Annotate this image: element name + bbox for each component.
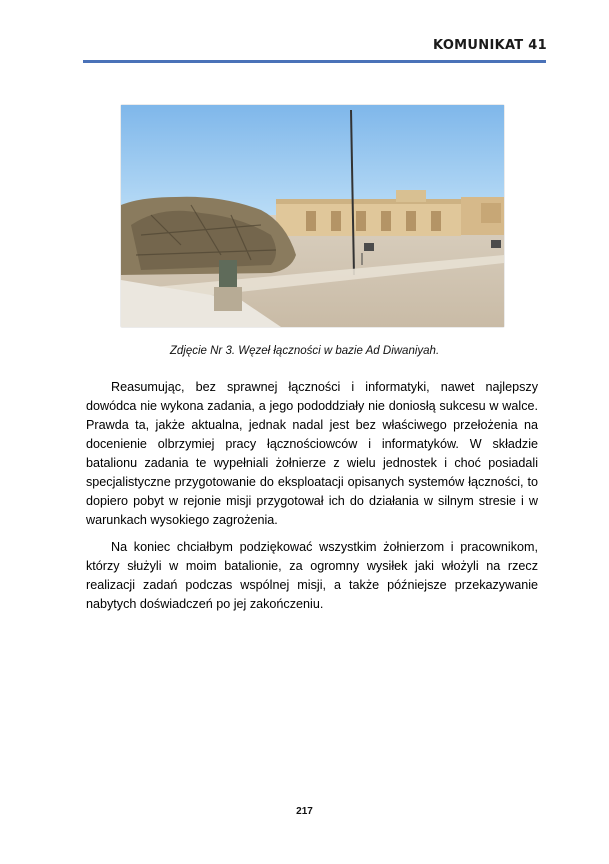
paragraph: Reasumując, bez sprawnej łączności i informatyki, nawet najlepszy dowódca nie wykona zadania, a jego pododdziały nie doniosłą sukcesu w walce. Prawda ta, jakże aktualna, jednak nadal jest bez właściwego przełożenia na docenienie olbrzymiej pracy łącznościowców i informatyków. W składzie batalionu zadania te wypełniali żołnierze z wielu jednostek i choć posiadali specjalistyczne przygotowanie do eksploatacji opisanych systemów łączności, to dopiero pobyt w rejonie misji przygotował ich do działania w silnym stresie i w warunkach wysokiego zagrożenia.: [86, 380, 538, 527]
running-header-title: KOMUNIKAT 41: [433, 38, 547, 53]
figure-caption: Zdjęcie Nr 3. Węzeł łączności w bazie Ad Diwaniyah.: [169, 345, 440, 357]
military-base-photo: [121, 105, 504, 327]
figure-photo: [121, 105, 504, 327]
paragraph: Na koniec chciałbym podziękować wszystkim żołnierzom i pracownikom, którzy służyli w moim batalionie, za ogromny wysiłek jaki włożyli na rzecz realizacji zadań podczas wspólnej misji, a także późniejsze przekazywanie nabytych doświadczeń po jej zakończeniu.: [86, 540, 538, 611]
body-text: [86, 378, 538, 622]
page-number: 217: [296, 806, 313, 817]
header-rule: [83, 60, 546, 63]
